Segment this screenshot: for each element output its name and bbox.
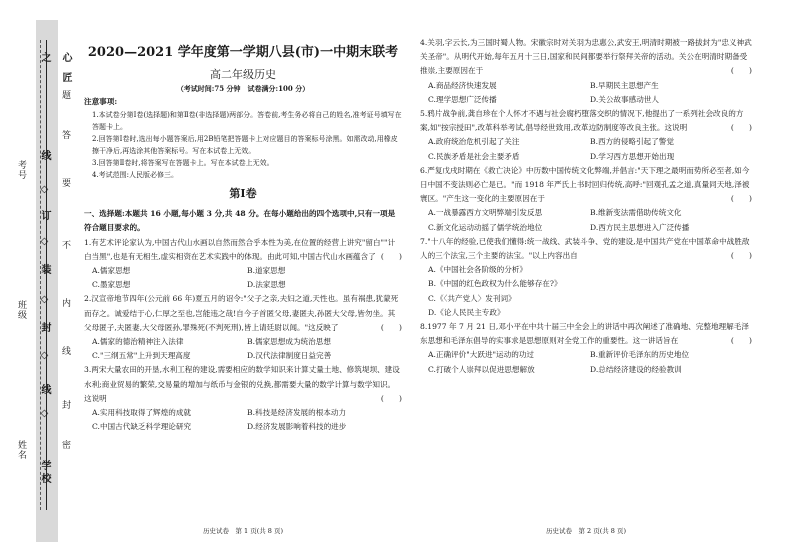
exam-subtitle: 高二年级历史 bbox=[210, 68, 276, 81]
question-6 bbox=[420, 164, 752, 235]
question-4 bbox=[420, 36, 752, 107]
option-c: C.《〈共产党人〉发刊词》 bbox=[428, 293, 516, 303]
answer-paren: ( ) bbox=[730, 336, 752, 346]
exam-meta: （考试时间:75 分钟 试卷满分:100 分） bbox=[176, 84, 310, 93]
strip-seal-7: 封 bbox=[39, 322, 50, 335]
option-c: C.打破个人崇拜以促进思想解放 bbox=[428, 364, 535, 374]
option-a: A.正确评价"大跃进"运动的功过 bbox=[428, 350, 535, 360]
option-b: B.维新变法需借助传统文化 bbox=[590, 208, 682, 218]
question-stem: 8.1977 年 7 月 21 日,邓小平在中共十届三中全会上的讲话中再次阐述了准确地、完整地理解毛泽东思想和毛泽东倡导的实事求是思想原则对全党工作的重要性。这一讲话旨在 bbox=[420, 322, 749, 346]
notes-title: 注意事项: bbox=[84, 97, 118, 106]
answer-paren: ( ) bbox=[380, 393, 402, 403]
option-b: B.重新评价毛泽东的历史地位 bbox=[590, 350, 690, 360]
strip-field-e: 内 bbox=[60, 298, 70, 308]
option-d: D.汉代法律制度日益完善 bbox=[247, 351, 332, 361]
binding-strip bbox=[0, 0, 71, 554]
option-b: B.儒家思想成为统治思想 bbox=[247, 337, 331, 347]
option-a: A.儒家的德治精神注入法律 bbox=[92, 337, 184, 347]
option-a: A.实用科技取得了辉煌的成就 bbox=[92, 408, 192, 418]
page-footer: 历史试卷 第 1 页(共 8 页) bbox=[202, 526, 284, 535]
question-stem: 1.有艺术评论家认为,中国古代山水画以自然而然合乎本性为美,在位置的经营上讲究"留白""计白当黑",也是有无相生,虚实相资在艺术实践中的体现。由此可知,中国古代山水画蕴含了 bbox=[84, 237, 396, 261]
question-1 bbox=[84, 236, 402, 293]
answer-paren: ( ) bbox=[730, 123, 752, 133]
option-d: D.总结经济建设的经验教训 bbox=[590, 364, 682, 374]
question-3 bbox=[84, 363, 402, 434]
option-a: A.政府统治危机引起了关注 bbox=[428, 137, 520, 147]
option-d: D.关公故事感动世人 bbox=[590, 94, 659, 104]
exam-title: 2020—2021 学年度第一学期八县(市)一中期末联考 bbox=[87, 45, 399, 60]
question-stem: 4.关羽,字云长,为三国时蜀人物。宋徽宗时对关羽为忠惠公,武安王,明清时期被一路拔封为"忠义神武关圣帝"。从明代开始,每年五月十三日,国家和民间都要举行祭拜关帝的活动。关公在明清时期备受推崇,主要原因在于 bbox=[420, 38, 752, 76]
option-c: C.理学思想广泛传播 bbox=[428, 94, 497, 104]
right-page bbox=[420, 10, 752, 540]
strip-field-b: 答 bbox=[60, 130, 70, 140]
strip-field-f: 线 bbox=[60, 346, 70, 356]
option-d: D.法家思想 bbox=[247, 280, 286, 290]
strip-char-3: 匠 bbox=[60, 72, 71, 85]
option-b: B.科技是经济发展的根本动力 bbox=[247, 408, 347, 418]
question-stem: 3.两宋大量农田的开垦,水利工程的建设,需要相应的数学知识来计算丈量土地、修筑堤坝、建设水利;商业贸易的繁荣,交易量的增加与纸币与金银的兑换,都需要大量的数学计算与数学知识。这说明 bbox=[84, 365, 400, 403]
option-a: A.《中国社会各阶级的分析》 bbox=[428, 265, 528, 275]
strip-seal-4: ◇ bbox=[39, 236, 50, 250]
name-label: 姓名 bbox=[16, 440, 26, 460]
note-1: 1.本试卷分第Ⅰ卷(选择题)和第Ⅱ卷(非选择题)两部分。答卷前,考生务必将自己的姓名,准考证号填写在答题卡上。 bbox=[92, 111, 402, 132]
strip-field-a: 题 bbox=[60, 90, 70, 100]
option-b: B.《中国的红色政权为什么能够存在?》 bbox=[428, 279, 562, 289]
id-number-label: 考号 bbox=[16, 160, 26, 180]
answer-paren: ( ) bbox=[730, 251, 752, 261]
strip-seal-8: ◇ bbox=[39, 350, 50, 364]
strip-seal-9: 线 bbox=[39, 384, 50, 397]
strip-char-2: 心 bbox=[60, 52, 71, 65]
question-2 bbox=[84, 292, 402, 363]
option-a: A.一战暴露西方文明弊端引发反思 bbox=[428, 208, 543, 218]
question-stem: 7."十八年的经验,已使我们懂得:统一战线、武装斗争、党的建设,是中国共产党在中国革命中战胜敌人的三个法宝,三个主要的法宝。"以上内容出自 bbox=[420, 236, 750, 261]
answer-paren: ( ) bbox=[730, 66, 752, 76]
option-b: B.早期民主思想产生 bbox=[590, 80, 659, 90]
question-stem: 6.严复戊戌时期在《救亡决论》中历数中国传统文化弊端,并倡言:"天下理之最明而势所必至者,如今日中国不变法则必亡是已。"而 1918 年严氏上书时回归传统,高呼:"回观孔孟之道,真量同天地,泽被寰区。"产生这一变化的主要原因在于 bbox=[420, 165, 750, 204]
class-label: 班级 bbox=[16, 300, 26, 320]
page-footer: 历史试卷 第 2 页(共 8 页) bbox=[545, 526, 627, 535]
strip-field-c: 要 bbox=[60, 178, 70, 188]
question-stem: 2.汉宣帝地节四年(公元前 66 年)夏五月的诏令:"父子之亲,夫妇之道,天性也。虽有祸患,犹蒙死而存之。诚爱结于心,仁厚之至也,岂能违之哉!自今子首匿父母,妻匿夫,孙匿大父母,皆勿坐。其父母匿子,夫匿妻,大父母匿孙,罪殊死(不判死刑),皆上请廷尉以闻。"这反映了 bbox=[84, 294, 399, 332]
option-b: B.西方的侵略引起了警觉 bbox=[590, 137, 674, 147]
left-page bbox=[84, 10, 402, 540]
strip-seal-2: ◇ bbox=[39, 184, 50, 198]
section-title: 第Ⅰ卷 bbox=[229, 187, 257, 201]
option-c: C.墨家思想 bbox=[92, 280, 131, 290]
answer-paren: ( ) bbox=[730, 194, 752, 204]
option-d: D.《论人民民主专政》 bbox=[428, 307, 505, 317]
note-2: 2.回答第Ⅰ卷时,选出每小题答案后,用2B铅笔把答题卡上对应题目的答案标号涂黑。如需改动,用橡皮擦干净后,再选涂其他答案标号。写在本试卷上无效。 bbox=[92, 135, 398, 156]
answer-paren: ( ) bbox=[380, 322, 402, 332]
strip-seal-3: 订 bbox=[39, 210, 50, 223]
note-3: 3.回答第Ⅱ卷时,将答案写在答题卡上。写在本试卷上无效。 bbox=[92, 159, 274, 168]
section-instructions: 一、选择题:本题共 16 小题,每小题 3 分,共 48 分。在每小题给出的四个选项中,只有一项是符合题目要求的。 bbox=[84, 209, 396, 233]
school-label: 学校 bbox=[39, 460, 50, 486]
strip-char-1: 之 bbox=[39, 52, 50, 65]
option-c: C.民族矛盾是社会主要矛盾 bbox=[428, 151, 520, 161]
strip-field-g: 封 bbox=[60, 400, 70, 410]
option-c: C.新文化运动动摇了儒学统治地位 bbox=[428, 222, 543, 232]
question-stem: 5.鸦片战争前,龚自珍在个人怀才不遇与社会腐朽堕落交织的情况下,他提出了一系列社会改良的方案,如"按宗授田",改革科举考试,倡导经世致用,改革边防制度等改良主张。这说明 bbox=[420, 109, 744, 133]
option-c: C.中国古代缺乏科学理论研究 bbox=[92, 422, 192, 432]
option-d: D.经济发展影响着科技的进步 bbox=[247, 422, 347, 432]
option-b: B.道家思想 bbox=[247, 266, 286, 276]
strip-seal-1: 线 bbox=[39, 150, 50, 163]
answer-paren: ( ) bbox=[380, 251, 402, 261]
note-4: 4.考试范围:人民版必修三。 bbox=[92, 171, 179, 180]
strip-seal-6: ◇ bbox=[39, 294, 50, 308]
question-5 bbox=[420, 107, 752, 164]
option-d: D.西方民主思想进入广泛传播 bbox=[590, 222, 690, 232]
strip-seal-10: ◇ bbox=[39, 408, 50, 422]
question-8 bbox=[420, 320, 752, 377]
strip-field-d: 不 bbox=[60, 240, 70, 250]
strip-seal-5: 装 bbox=[39, 264, 50, 277]
option-c: C."三纲五常"上升到天理高度 bbox=[92, 351, 191, 361]
option-a: A.商品经济快速发展 bbox=[428, 80, 497, 90]
strip-field-h: 密 bbox=[60, 440, 70, 450]
option-a: A.儒家思想 bbox=[92, 266, 131, 276]
option-d: D.学习西方思想开始出现 bbox=[590, 151, 675, 161]
question-7 bbox=[420, 235, 752, 320]
